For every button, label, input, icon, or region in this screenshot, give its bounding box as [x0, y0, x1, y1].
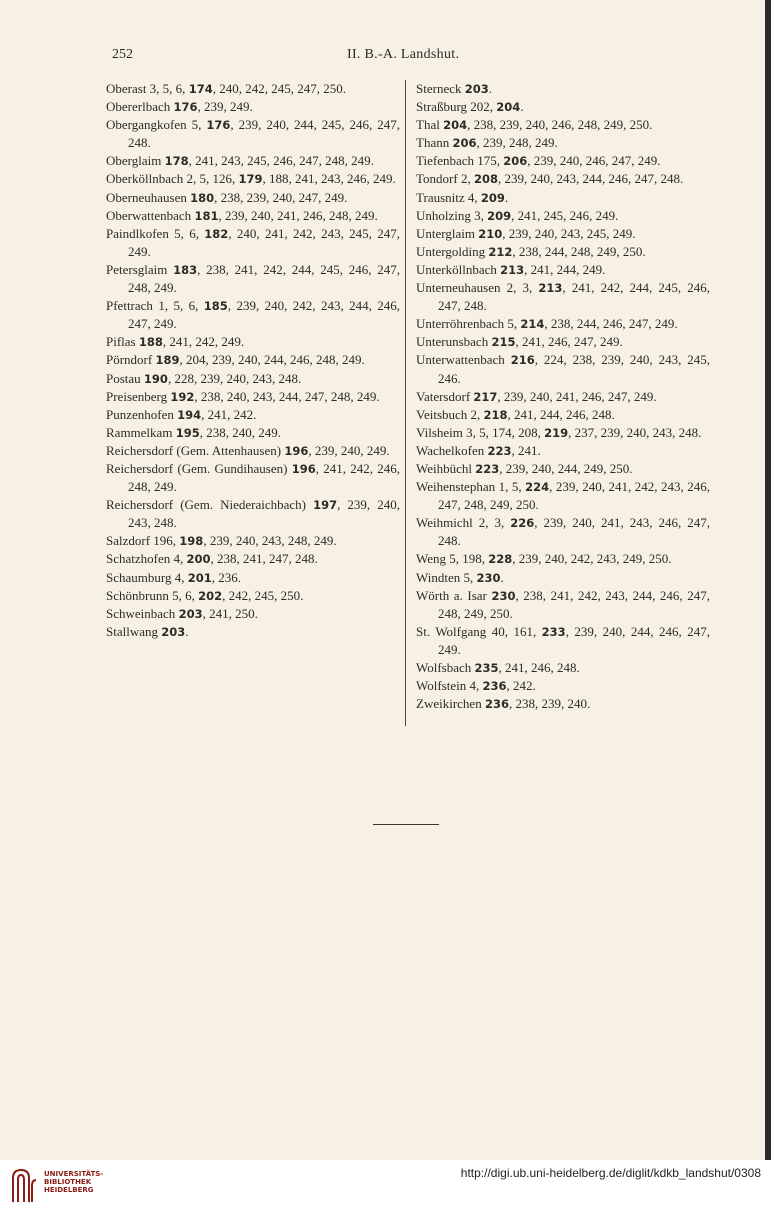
main-page-ref: 228	[488, 552, 513, 567]
main-page-ref: 230	[476, 570, 501, 585]
column-divider	[405, 80, 406, 726]
entry-text: Unterunsbach	[416, 334, 492, 350]
page-header	[0, 43, 765, 67]
entry-text: , 239, 240, 243, 244, 246, 247, 248.	[497, 171, 684, 187]
entry-text: Oberneuhausen	[106, 189, 191, 205]
main-page-ref: 209	[480, 190, 505, 205]
index-entry	[106, 623, 400, 641]
index-entry	[106, 98, 400, 116]
entry-text: Unterwattenbach	[416, 352, 511, 368]
main-page-ref: 213	[538, 281, 563, 296]
index-entry	[106, 388, 400, 406]
page-number: 252	[112, 47, 133, 62]
entry-text: Pörndorf	[106, 352, 156, 368]
entry-text: , 238, 239, 240, 247, 249.	[214, 189, 348, 205]
main-page-ref: 219	[544, 425, 569, 440]
main-page-ref: 183	[173, 262, 198, 277]
permalink-url[interactable]: http://digi.ub.uni-heidelberg.de/diglit/kdkb_landshut/0308	[460, 1166, 761, 1180]
entry-text: , 188, 241, 243, 246, 249.	[262, 171, 396, 187]
main-page-ref: 214	[520, 317, 545, 332]
main-page-ref: 180	[190, 190, 215, 205]
entry-text: Unterröhrenbach 5,	[416, 316, 521, 332]
main-page-ref: 196	[284, 443, 309, 458]
main-page-ref: 201	[187, 570, 212, 585]
main-page-ref: 203	[464, 82, 489, 96]
entry-text: Tondorf 2,	[416, 171, 474, 187]
entry-text: Piflas	[106, 334, 139, 350]
entry-text: Weihmichl 2, 3,	[416, 515, 511, 531]
entry-text: Veitsbuch 2,	[416, 406, 484, 422]
main-page-ref: 189	[155, 353, 180, 368]
entry-text: Vatersdorf	[416, 388, 474, 404]
entry-text: , 242.	[506, 678, 536, 694]
footer-bar	[0, 1160, 771, 1211]
entry-text: Zweikirchen	[416, 696, 485, 712]
entry-text: Weng 5, 198,	[416, 551, 489, 567]
main-page-ref: 202	[198, 588, 223, 603]
entry-text: .	[185, 623, 189, 639]
index-entry	[106, 333, 400, 351]
index-entry	[106, 460, 400, 496]
entry-text: Obergangkofen 5,	[106, 117, 207, 133]
entry-text: , 241, 246, 247, 249.	[515, 334, 623, 350]
main-page-ref: 210	[478, 226, 503, 241]
entry-text: Vilsheim 3, 5, 174, 208,	[416, 424, 545, 440]
entry-text: , 239, 240, 241, 246, 248, 249.	[218, 207, 378, 223]
entry-text: , 240, 242, 245, 247, 250.	[212, 81, 346, 96]
entry-text: Preisenberg	[106, 388, 171, 404]
index-entry	[106, 189, 400, 207]
index-entry	[106, 116, 400, 152]
entry-text: Oberwattenbach	[106, 207, 195, 223]
library-name: UNIVERSITÄTS- BIBLIOTHEK HEIDELBERG	[44, 1170, 104, 1194]
index-entry	[416, 351, 710, 387]
entry-text: , 238, 239, 240.	[508, 696, 591, 712]
entry-text: , 241, 246, 248.	[498, 660, 580, 675]
entry-text: Oberast 3, 5, 6,	[106, 81, 189, 96]
entry-text: , 238, 239, 240, 246, 248, 249, 250.	[467, 117, 653, 133]
main-page-ref: 209	[487, 208, 512, 223]
index-entry	[416, 623, 710, 659]
end-rule	[373, 824, 439, 825]
index-entry	[416, 388, 710, 406]
entry-text: .	[504, 189, 509, 205]
entry-text: , 241, 242, 244, 245, 246, 247, 248.	[438, 280, 711, 314]
main-page-ref: 236	[484, 697, 509, 712]
entry-text: , 237, 239, 240, 243, 248.	[568, 424, 702, 440]
index-entry	[106, 80, 400, 98]
index-entry	[106, 297, 400, 333]
index-entry	[416, 587, 710, 623]
entry-text: Salzdorf 196,	[106, 533, 180, 549]
entry-text: Sterneck	[416, 81, 465, 96]
entry-text: , 239, 249.	[197, 99, 253, 115]
index-entry	[416, 424, 710, 442]
library-logo-icon	[10, 1168, 40, 1204]
main-page-ref: 204	[443, 118, 468, 133]
main-page-ref: 179	[238, 172, 263, 187]
main-page-ref: 181	[194, 208, 219, 223]
entry-text: , 241, 245, 246, 249.	[511, 207, 619, 223]
main-page-ref: 176	[206, 118, 231, 133]
entry-text: Wörth a. Isar	[416, 587, 492, 603]
index-entry	[106, 605, 400, 623]
index-entry	[106, 569, 400, 587]
entry-text: , 228, 239, 240, 243, 248.	[167, 370, 302, 386]
entry-text: Rammelkam	[106, 424, 176, 440]
entry-text: Stallwang	[106, 623, 162, 639]
index-entry	[416, 569, 710, 587]
entry-text: , 239, 240, 243, 248, 249.	[203, 533, 337, 549]
index-entry	[416, 116, 710, 134]
entry-text: , 239, 240, 242, 243, 244, 246, 247, 249.	[128, 298, 400, 332]
index-entry	[106, 406, 400, 424]
entry-text: .	[488, 81, 492, 96]
index-entry	[416, 677, 710, 695]
entry-text: , 238, 244, 248, 249, 250.	[512, 243, 646, 259]
entry-text: , 241, 242, 249.	[162, 334, 245, 350]
main-page-ref: 226	[510, 516, 535, 531]
main-page-ref: 174	[188, 82, 213, 96]
entry-text: Schweinbach	[106, 605, 179, 621]
entry-text: Reichersdorf (Gem. Gundihausen)	[106, 460, 292, 476]
entry-text: , 242, 245, 250.	[222, 587, 304, 603]
entry-text: , 238, 244, 246, 247, 249.	[544, 316, 678, 332]
main-page-ref: 198	[179, 534, 204, 549]
index-entry	[416, 243, 710, 261]
entry-text: , 239, 240, 243, 245, 249.	[502, 225, 636, 241]
entry-text: Unholzing 3,	[416, 207, 488, 223]
main-page-ref: 235	[474, 661, 499, 675]
index-entry	[106, 170, 400, 188]
index-entry	[416, 514, 710, 550]
index-entry	[416, 80, 710, 98]
entry-text: , 239, 240, 241, 246, 247, 249.	[497, 388, 657, 404]
main-page-ref: 215	[491, 335, 516, 350]
main-page-ref: 200	[186, 552, 211, 567]
main-page-ref: 208	[473, 172, 498, 187]
index-entry	[416, 695, 710, 713]
index-column-right	[416, 80, 710, 713]
entry-text: Postau	[106, 370, 144, 386]
entry-text: , 239, 240, 249.	[308, 442, 390, 458]
index-entry	[106, 152, 400, 170]
index-entry	[416, 279, 710, 315]
index-entry	[416, 98, 710, 116]
index-entry	[106, 587, 400, 605]
main-page-ref: 182	[204, 226, 229, 241]
entry-text: , 239, 240, 241, 242, 243, 246, 247, 248, 249, 250.	[438, 479, 710, 513]
main-page-ref: 203	[178, 606, 203, 621]
entry-text: Wolfsbach	[416, 660, 475, 675]
running-title: II. B.-A. Landshut.	[347, 47, 460, 62]
entry-text: Obererlbach	[106, 99, 174, 115]
entry-text: , 236.	[211, 569, 241, 585]
index-entry	[416, 134, 710, 152]
main-page-ref: 188	[138, 335, 163, 350]
index-entry	[416, 659, 710, 677]
entry-text: Schatzhofen 4,	[106, 551, 187, 567]
entry-text: , 238, 241, 247, 248.	[210, 551, 318, 567]
main-page-ref: 212	[488, 244, 513, 259]
entry-text: , 239, 240, 244, 249, 250.	[499, 460, 633, 476]
entry-text: , 239, 248, 249.	[476, 135, 558, 151]
entry-text: , 241, 244, 249.	[524, 261, 606, 277]
index-entry	[416, 152, 710, 170]
index-entry	[416, 460, 710, 478]
entry-text: Paindlkofen 5, 6,	[106, 225, 205, 241]
index-entry	[416, 406, 710, 424]
main-page-ref: 176	[173, 100, 198, 115]
main-page-ref: 194	[177, 407, 202, 422]
main-page-ref: 196	[291, 461, 316, 476]
main-page-ref: 236	[482, 679, 507, 694]
entry-text: Trausnitz 4,	[416, 189, 481, 205]
entry-text: , 241, 242, 246, 248, 249.	[128, 460, 401, 495]
index-entry	[416, 261, 710, 279]
index-entry	[416, 315, 710, 333]
entry-text: .	[500, 569, 504, 585]
entry-text: Unterglaim	[416, 225, 479, 241]
entry-text: Schönbrunn 5, 6,	[106, 587, 199, 603]
index-entry	[416, 550, 710, 568]
index-entry	[416, 225, 710, 243]
index-entry	[106, 351, 400, 369]
main-page-ref: 190	[143, 371, 168, 386]
main-page-ref: 213	[500, 262, 525, 277]
entry-text: Untergolding	[416, 243, 489, 259]
entry-text: , 241, 242.	[201, 406, 257, 422]
entry-text: , 238, 241, 242, 243, 244, 246, 247, 248, 249, 250.	[438, 587, 711, 621]
main-page-ref: 224	[525, 480, 550, 495]
index-entry	[106, 532, 400, 550]
main-page-ref: 185	[203, 299, 228, 314]
entry-text: , 238, 240, 249.	[199, 424, 281, 440]
entry-text: Windten 5,	[416, 569, 477, 585]
index-entry	[416, 442, 710, 460]
entry-text: Punzenhofen	[106, 406, 178, 422]
main-page-ref: 216	[510, 353, 535, 368]
main-page-ref: 217	[473, 389, 498, 404]
main-page-ref: 197	[313, 498, 338, 513]
entry-text: Wachelkofen	[416, 442, 488, 458]
entry-text: Oberglaim	[106, 153, 165, 169]
entry-text: Thann	[416, 135, 453, 151]
entry-text: Pfettrach 1, 5, 6,	[106, 298, 204, 314]
index-entry	[416, 333, 710, 351]
entry-text: Weihenstephan 1, 5,	[416, 479, 526, 495]
index-entry	[106, 496, 400, 532]
index-entry	[106, 424, 400, 442]
main-page-ref: 218	[483, 407, 508, 422]
index-entry	[416, 478, 710, 514]
index-entry	[106, 370, 400, 388]
entry-text: Reichersdorf (Gem. Attenhausen)	[106, 442, 285, 458]
index-entry	[106, 550, 400, 568]
main-page-ref: 178	[164, 154, 189, 169]
main-page-ref: 204	[496, 100, 521, 115]
entry-text: , 241, 250.	[202, 605, 258, 621]
entry-text: Schaumburg 4,	[106, 569, 188, 585]
entry-text: Unterneuhausen 2, 3,	[416, 280, 539, 296]
entry-text: , 239, 240, 246, 247, 249.	[527, 153, 661, 169]
entry-text: Straßburg 202,	[416, 99, 497, 115]
index-entry	[106, 261, 400, 297]
index-entry	[106, 442, 400, 460]
entry-text: .	[520, 99, 524, 115]
entry-text: Weihbüchl	[416, 460, 476, 476]
entry-text: , 241, 244, 246, 248.	[507, 406, 615, 422]
main-page-ref: 192	[170, 389, 195, 404]
index-column-left	[106, 80, 400, 641]
entry-text: , 241.	[511, 442, 541, 458]
main-page-ref: 230	[491, 588, 516, 603]
entry-text: , 204, 239, 240, 244, 246, 248, 249.	[179, 352, 365, 368]
index-entry	[416, 170, 710, 188]
index-entry	[416, 207, 710, 225]
entry-text: , 239, 240, 241, 243, 246, 247, 248.	[438, 515, 711, 549]
main-page-ref: 206	[452, 136, 477, 151]
entry-text: , 241, 243, 245, 246, 247, 248, 249.	[188, 153, 374, 169]
entry-text: , 239, 240, 244, 245, 246, 247, 248.	[128, 117, 401, 151]
entry-text: , 239, 240, 243, 248.	[128, 497, 400, 531]
entry-text: , 240, 241, 242, 243, 245, 247, 249.	[128, 225, 401, 259]
main-page-ref: 223	[487, 443, 512, 458]
entry-text: Oberköllnbach 2, 5, 126,	[106, 171, 239, 187]
index-entry	[106, 207, 400, 225]
main-page-ref: 206	[503, 154, 528, 169]
entry-text: Unterköllnbach	[416, 261, 501, 277]
index-entry	[106, 225, 400, 261]
entry-text: , 239, 240, 244, 246, 247, 249.	[438, 623, 711, 657]
main-page-ref: 203	[161, 624, 186, 639]
entry-text: St. Wolfgang 40, 161,	[416, 623, 542, 639]
entry-text: Tiefenbach 175,	[416, 153, 504, 169]
entry-text: , 224, 238, 239, 240, 243, 245, 246.	[438, 352, 711, 386]
entry-text: Wolfstein 4,	[416, 678, 483, 694]
entry-text: Reichersdorf (Gem. Niederaichbach)	[106, 497, 314, 513]
index-entry	[416, 189, 710, 207]
entry-text: , 238, 241, 242, 244, 245, 246, 247, 248, 249.	[128, 261, 400, 296]
entry-text: Thal	[416, 117, 444, 133]
main-page-ref: 195	[175, 425, 200, 440]
main-page-ref: 223	[475, 461, 500, 476]
entry-text: Petersglaim	[106, 261, 174, 277]
entry-text: , 239, 240, 242, 243, 249, 250.	[512, 551, 672, 567]
page-edge	[765, 0, 771, 1160]
main-page-ref: 233	[541, 624, 566, 639]
entry-text: , 238, 240, 243, 244, 247, 248, 249.	[194, 388, 380, 404]
